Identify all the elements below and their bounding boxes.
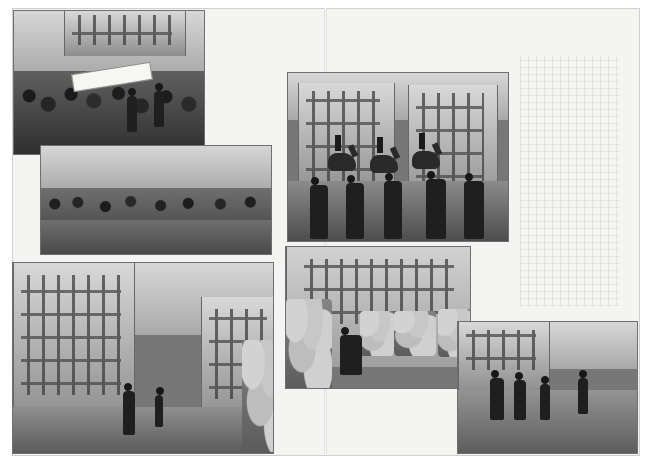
bottom-right-soldier xyxy=(540,384,550,420)
sandbag-stack-right xyxy=(394,311,436,356)
bottom-right-soldier xyxy=(578,378,588,414)
crowd-photo-windows xyxy=(72,15,172,45)
field-photo-sky xyxy=(41,146,271,191)
sandbag-building-photo xyxy=(285,246,471,389)
sandbag-stack-middle xyxy=(360,311,394,356)
kneeling-soldier xyxy=(340,335,362,375)
street-soldier xyxy=(123,391,135,435)
field-photo-troops xyxy=(41,188,271,220)
bottom-right-photo xyxy=(457,321,638,454)
bottom-right-soldier xyxy=(490,378,504,420)
sandbag-stack-left xyxy=(286,299,332,389)
bottom-right-building-windows xyxy=(466,330,536,370)
front-soldier xyxy=(384,181,402,239)
cavalry-horse xyxy=(328,153,356,171)
front-soldier xyxy=(346,183,364,239)
front-soldier xyxy=(426,179,446,239)
bottom-right-soldier xyxy=(514,380,526,420)
cavalry-photo xyxy=(287,72,509,242)
cavalry-horse xyxy=(412,151,440,169)
crowd-figure xyxy=(127,96,137,132)
cavalry-horse xyxy=(370,155,398,173)
article-text-columns xyxy=(520,56,620,306)
street-left-photo xyxy=(12,262,274,454)
front-soldier xyxy=(310,185,328,239)
top-left-crowd-photo xyxy=(13,10,205,155)
crowd-figure xyxy=(154,91,164,127)
field-photo xyxy=(40,145,272,255)
front-soldier xyxy=(464,181,484,239)
street-left-windows-left xyxy=(21,275,121,395)
street-left-road xyxy=(13,407,273,453)
street-soldier xyxy=(155,395,163,427)
street-sandbags xyxy=(242,340,274,452)
